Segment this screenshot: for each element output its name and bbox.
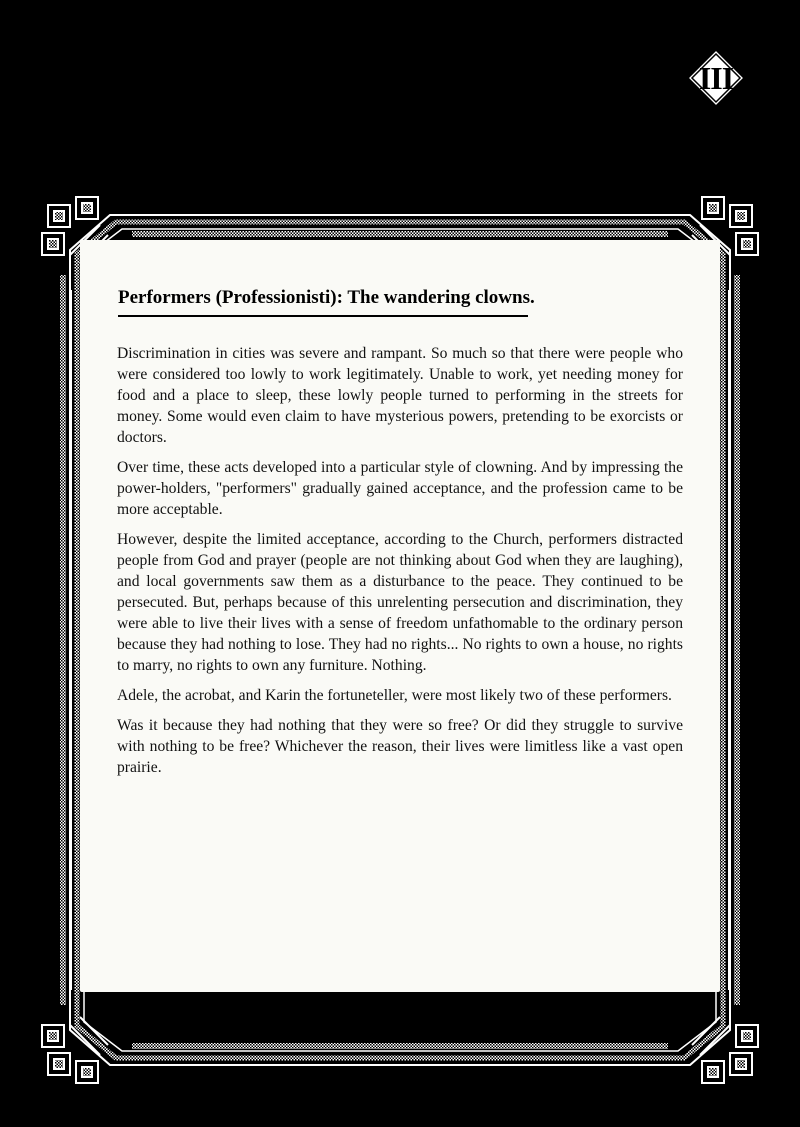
paragraph: Was it because they had nothing that they were so free? Or did they struggle to survive with nothing to be free? Whichever the reason, their lives were limitless like a vast open prairie. (117, 717, 683, 776)
paragraph: Discrimination in cities was severe and rampant. So much so that there were people who were considered too lowly to work legitimately. Unable to work, yet needing money for food and a place to sleep, these lowly people turned to performing in the streets for money. Some would even claim to have mysterious powers, pretending to be exorcists or doctors. (117, 345, 683, 446)
chapter-numeral: III (698, 59, 734, 96)
paragraph: Over time, these acts developed into a particular style of clowning. And by impressing the power-holders, "performers" gradually gained acceptance, and the profession came to be more acceptable. (117, 459, 683, 518)
section-body (117, 343, 683, 787)
chapter-badge (686, 48, 746, 108)
paragraph: Adele, the acrobat, and Karin the fortuneteller, were most likely two of these performers. (117, 687, 672, 704)
section-title: Performers (Professionisti): The wandering clowns. (118, 287, 528, 317)
paragraph: However, despite the limited acceptance, according to the Church, performers distracted people from God and prayer (people are not thinking about God when they are laughing), and local governments saw them as a disturbance to the peace. They continued to be persecuted. But, perhaps because of this unrelenting persecution and discrimination, they were able to live their lives with a sense of freedom unfathomable to the ordinary person because they had nothing to lose. They had no rights... No rights to own a house, no rights to marry, no rights to own any furniture. Nothing. (117, 531, 683, 674)
